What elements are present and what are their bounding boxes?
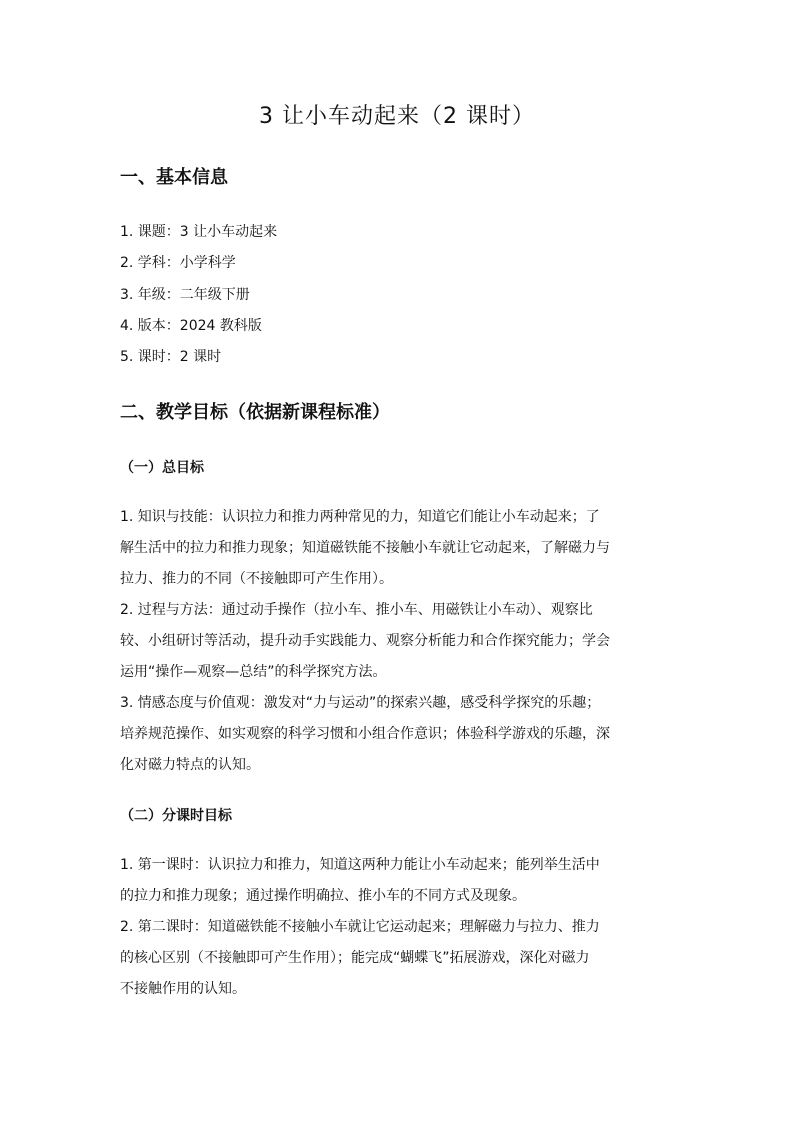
paragraph-line: 的拉力和推力现象；通过操作明确拉、推小车的不同方式及现象。 [120, 888, 526, 904]
section-heading-teaching-goals: 二、教学目标（依据新课程标准） [120, 402, 390, 423]
paragraph-line: 2. 第二课时：知道磁铁能不接触小车就让它运动起来；理解磁力与拉力、推力 [120, 919, 600, 935]
lesson-goal-first [120, 850, 676, 912]
info-item-periods: 5. 课时：2 课时 [120, 349, 222, 365]
info-item-subject: 2. 学科：小学科学 [120, 255, 236, 271]
goal-paragraph-attitude [120, 688, 676, 781]
paragraph-line: 拉力、推力的不同（不接触即可产生作用）。 [120, 571, 393, 587]
paragraph-line: 培养规范操作、如实观察的科学习惯和小组合作意识；体验科学游戏的乐趣，深 [120, 726, 610, 742]
paragraph-line: 3. 情感态度与价值观：激发对“力与运动”的探索兴趣，感受科学探究的乐趣； [120, 695, 601, 711]
paragraph-line: 1. 第一课时：认识拉力和推力，知道这两种力能让小车动起来；能列举生活中 [120, 857, 600, 873]
subsection-heading-lesson-goals: （二）分课时目标 [120, 808, 232, 824]
paragraph-line: 运用“操作—观察—总结”的科学探究方法。 [120, 664, 387, 680]
paragraph-line: 1. 知识与技能：认识拉力和推力两种常见的力，知道它们能让小车动起来；了 [120, 509, 600, 525]
lesson-goal-second [120, 912, 676, 1005]
paragraph-line: 不接触作用的认知。 [120, 981, 246, 997]
paragraph-line: 化对磁力特点的认知。 [120, 757, 260, 773]
paragraph-line: 的核心区别（不接触即可产生作用）；能完成“蝴蝶飞”拓展游戏，深化对磁力 [120, 950, 590, 966]
document-title: 3 让小车动起来（2 课时） [259, 104, 535, 129]
info-item-edition: 4. 版本：2024 教科版 [120, 318, 262, 334]
subsection-heading-overall-goals: （一）总目标 [120, 460, 204, 476]
paragraph-line: 解生活中的拉力和推力现象；知道磁铁能不接触小车就让它动起来，了解磁力与 [120, 540, 610, 556]
section-heading-basic-info: 一、基本信息 [120, 167, 228, 188]
paragraph-line: 较、小组研讨等活动，提升动手实践能力、观察分析能力和合作探究能力；学会 [120, 633, 610, 649]
info-item-topic: 1. 课题：3 让小车动起来 [120, 224, 278, 240]
paragraph-line: 2. 过程与方法：通过动手操作（拉小车、推小车、用磁铁让小车动）、观察比 [120, 602, 593, 618]
goal-paragraph-process [120, 595, 676, 688]
goal-paragraph-knowledge [120, 502, 676, 595]
info-item-grade: 3. 年级：二年级下册 [120, 287, 250, 303]
